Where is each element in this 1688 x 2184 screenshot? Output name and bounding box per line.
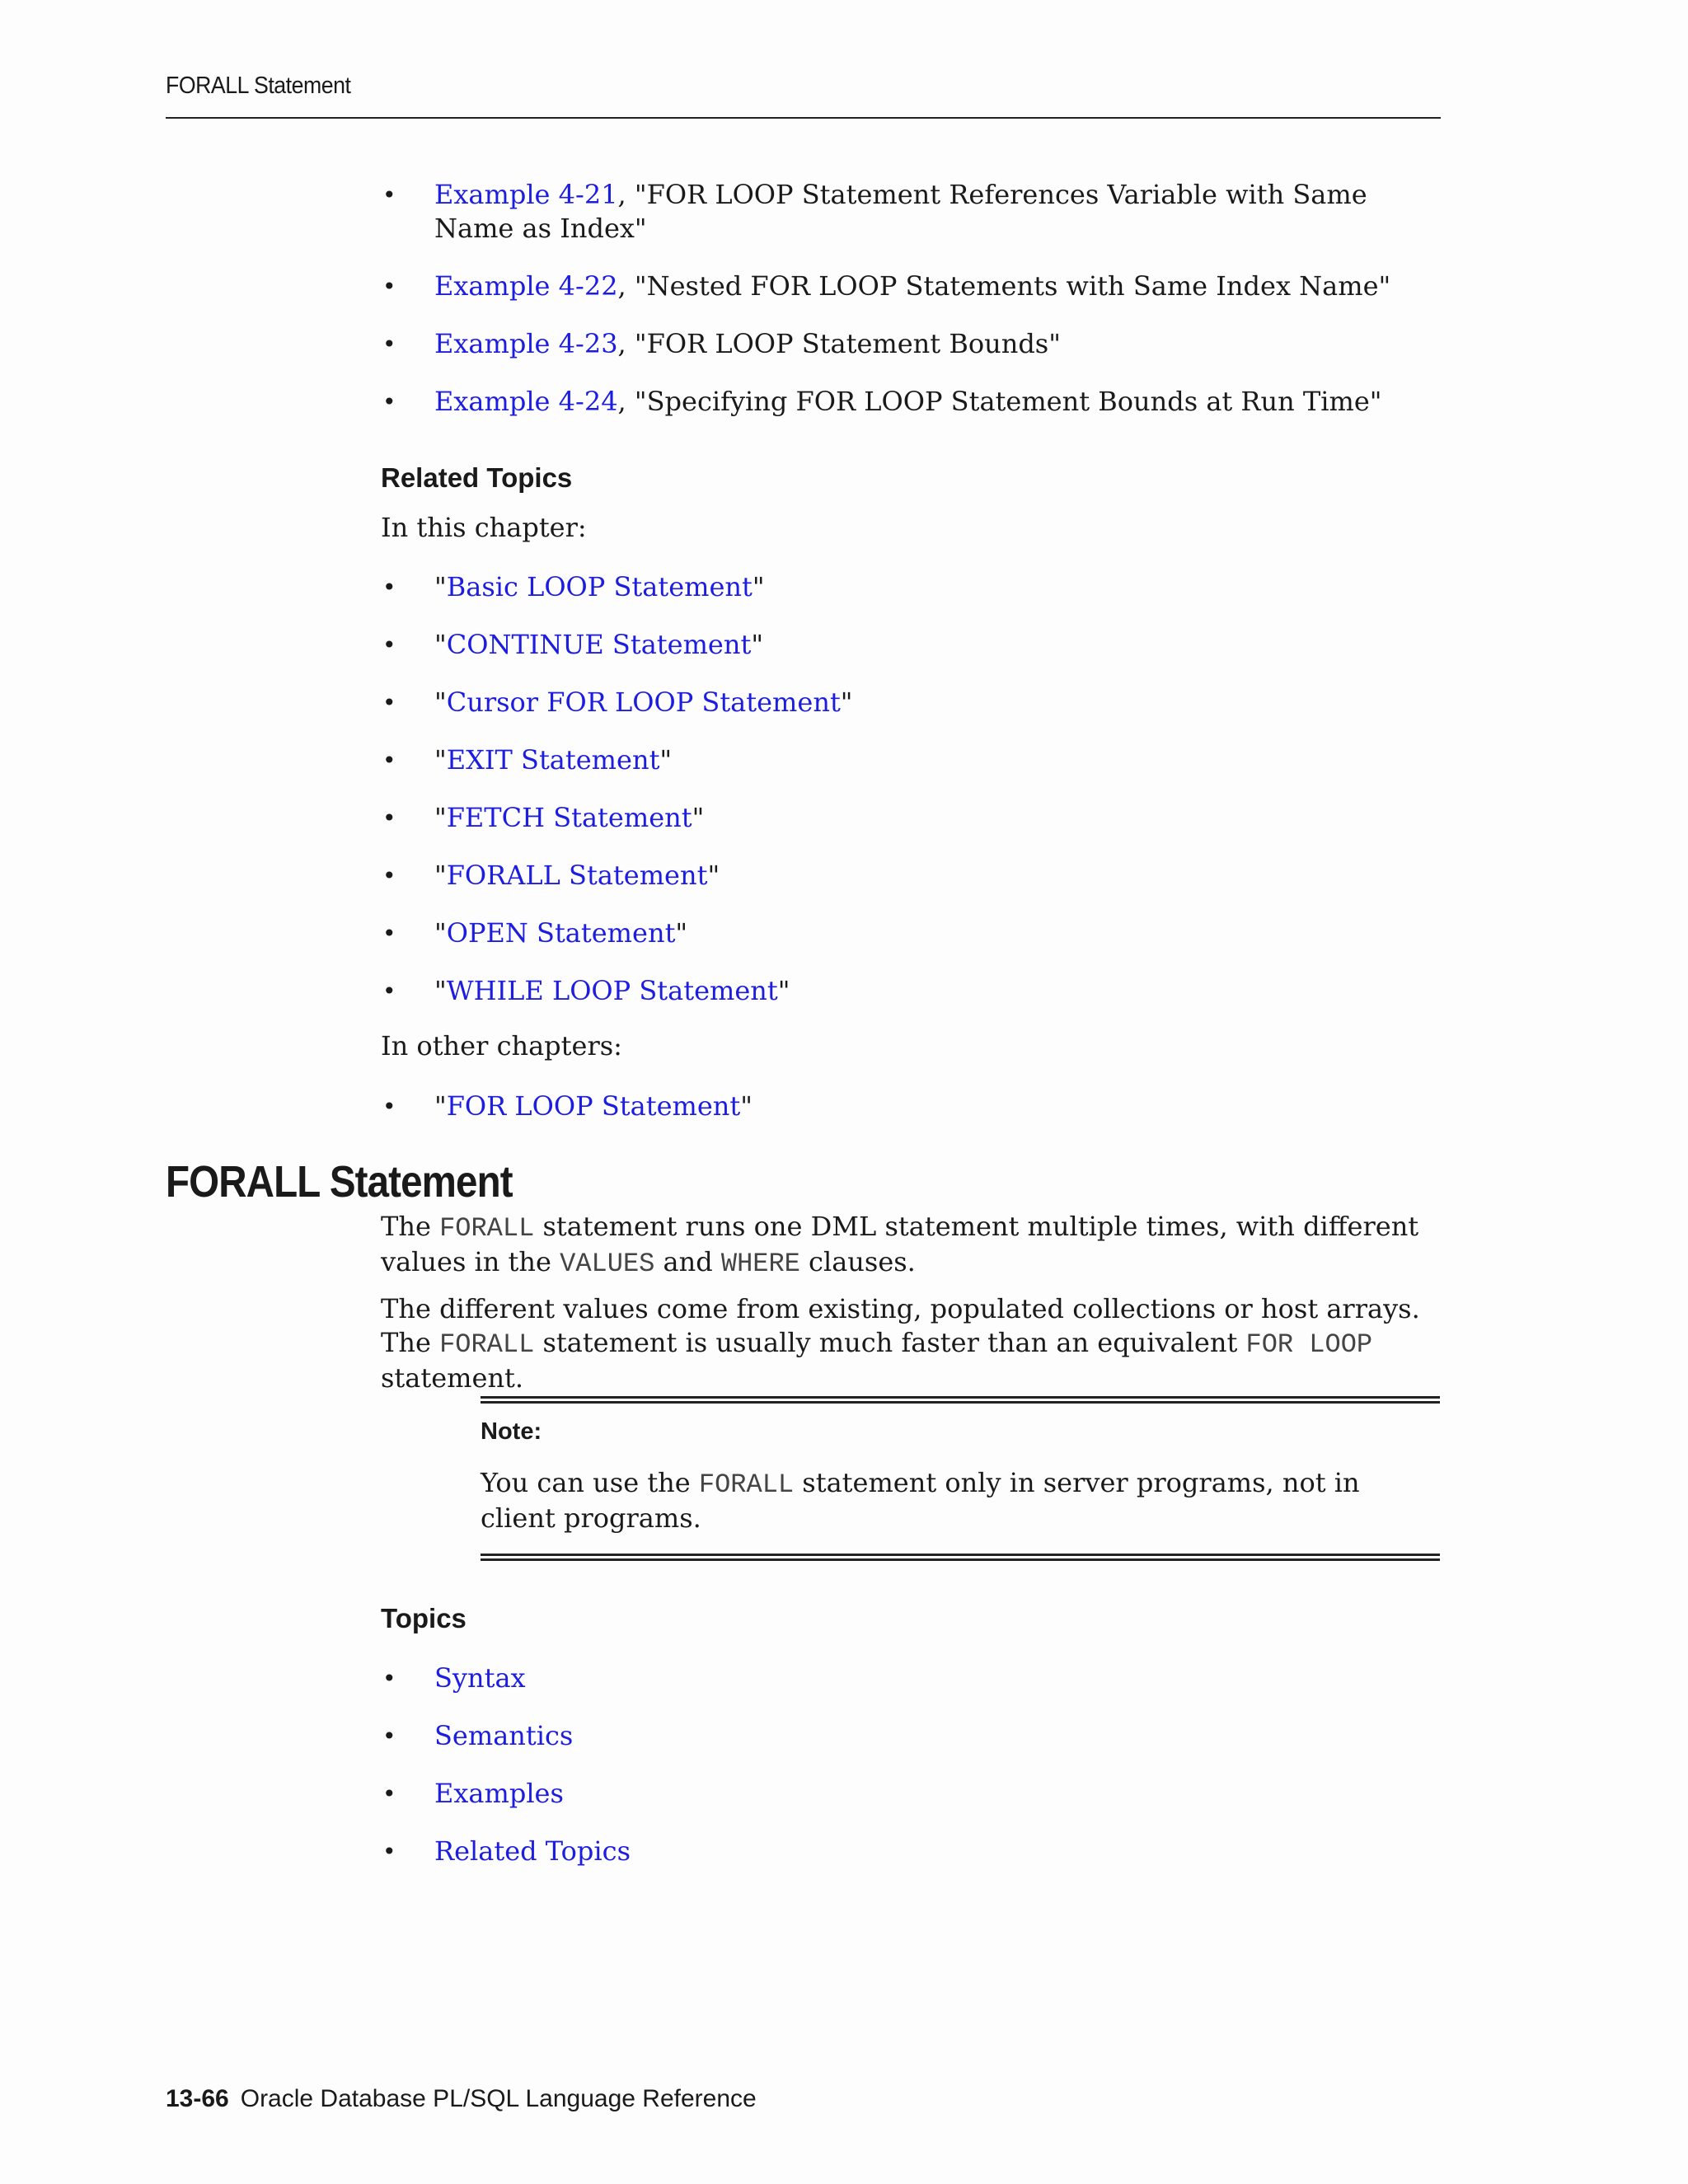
topic-link[interactable]: Syntax — [434, 1662, 526, 1694]
bullet-icon: • — [382, 388, 396, 415]
code-keyword: VALUES — [560, 1249, 655, 1279]
related-link[interactable]: Cursor FOR LOOP Statement — [446, 687, 841, 718]
topic-link[interactable]: Examples — [434, 1778, 564, 1809]
code-keyword: FORALL — [698, 1469, 795, 1500]
example-title: , "Specifying FOR LOOP Statement Bounds at Run Time" — [617, 386, 1382, 417]
related-link[interactable]: WHILE LOOP Statement — [446, 975, 778, 1006]
related-link[interactable]: FOR LOOP Statement — [446, 1090, 741, 1122]
this-chapter-list — [381, 570, 1444, 1008]
list-item — [381, 1835, 1444, 1868]
note-top-rule — [481, 1396, 1440, 1404]
topic-link[interactable]: Related Topics — [434, 1835, 631, 1867]
example-link[interactable]: Example 4-22 — [434, 270, 618, 302]
list-item: • "WHILE LOOP Statement" — [382, 975, 790, 1006]
list-item — [381, 1719, 1444, 1753]
example-link[interactable]: Example 4-21 — [434, 179, 618, 210]
code-keyword: FOR LOOP — [1245, 1329, 1373, 1360]
section-title: FORALL Statement — [166, 1157, 513, 1207]
bullet-icon: • — [382, 920, 396, 947]
text-run: The — [381, 1211, 440, 1242]
text-run: statement only in server programs, not in client programs. — [481, 1467, 1360, 1534]
code-keyword: FORALL — [439, 1213, 535, 1244]
text-run: statement runs one DML statement multiple times, with different values in the — [381, 1211, 1419, 1277]
example-link[interactable]: Example 4-24 — [434, 386, 618, 417]
in-this-chapter-label: In this chapter: — [381, 512, 587, 543]
text-run: The different values come from existing, populated collections or host arrays. The — [381, 1293, 1420, 1358]
examples-list — [381, 178, 1444, 419]
topic-link[interactable]: Semantics — [434, 1720, 574, 1751]
list-item: • "FETCH Statement" — [382, 802, 705, 833]
topics-heading: Topics — [381, 1603, 467, 1633]
related-link[interactable]: OPEN Statement — [446, 917, 676, 949]
other-chapters-list — [381, 1090, 1444, 1123]
bullet-icon: • — [382, 181, 396, 209]
page-footer — [166, 2085, 757, 2113]
bullet-icon: • — [382, 804, 396, 832]
related-link[interactable]: Basic LOOP Statement — [446, 571, 753, 602]
bullet-icon: • — [382, 747, 396, 774]
text-run: statement is usually much faster than an equivalent — [534, 1327, 1246, 1358]
note-label: Note: — [481, 1418, 542, 1445]
code-keyword: WHERE — [720, 1249, 800, 1279]
bullet-icon: • — [382, 574, 396, 601]
bullet-icon: • — [382, 273, 396, 300]
book-title: Oracle Database PL/SQL Language Reference — [240, 2085, 757, 2112]
bullet-icon: • — [382, 1722, 396, 1750]
list-item — [381, 178, 1444, 246]
text-run: You can use the — [481, 1467, 699, 1498]
list-item — [381, 385, 1444, 419]
related-link[interactable]: EXIT Statement — [446, 744, 660, 776]
bullet-icon: • — [382, 689, 396, 716]
note-text — [481, 1466, 1437, 1535]
list-item: • "Cursor FOR LOOP Statement" — [382, 687, 853, 718]
list-item: • "CONTINUE Statement" — [382, 629, 764, 660]
related-link[interactable]: FETCH Statement — [446, 802, 692, 833]
example-title: , "FOR LOOP Statement Bounds" — [617, 328, 1061, 359]
bullet-icon: • — [382, 1838, 396, 1865]
bullet-icon: • — [382, 1093, 396, 1120]
page-number: 13-66 — [166, 2085, 229, 2112]
list-item: • "EXIT Statement" — [382, 744, 673, 776]
list-item: • "FORALL Statement" — [382, 860, 720, 891]
bullet-icon: • — [382, 862, 396, 889]
header-divider — [166, 117, 1441, 119]
related-link[interactable]: CONTINUE Statement — [446, 629, 752, 660]
list-item — [381, 269, 1444, 303]
bullet-icon: • — [382, 1780, 396, 1807]
note-bottom-rule — [481, 1554, 1440, 1561]
text-run: and — [654, 1246, 721, 1277]
intro-paragraph — [381, 1210, 1444, 1281]
related-topics-heading: Related Topics — [381, 462, 573, 493]
list-item — [381, 1777, 1444, 1811]
topics-list — [381, 1661, 1444, 1868]
list-item: • "Basic LOOP Statement" — [382, 571, 765, 602]
bullet-icon: • — [382, 977, 396, 1005]
in-other-chapters-label: In other chapters: — [381, 1030, 622, 1062]
example-title: , "FOR LOOP Statement References Variable with Same Name as Index" — [434, 179, 1367, 244]
related-link[interactable]: FORALL Statement — [446, 860, 708, 891]
list-item — [381, 327, 1444, 361]
text-run: statement. — [381, 1362, 524, 1394]
bullet-icon: • — [382, 631, 396, 658]
running-header: FORALL Statement — [166, 73, 351, 99]
text-run: clauses. — [799, 1246, 916, 1277]
list-item: • "OPEN Statement" — [382, 917, 688, 949]
list-item — [381, 1661, 1444, 1695]
detail-paragraph — [381, 1292, 1444, 1395]
bullet-icon: • — [382, 1665, 396, 1692]
example-title: , "Nested FOR LOOP Statements with Same Index Name" — [617, 270, 1391, 302]
example-link[interactable]: Example 4-23 — [434, 328, 618, 359]
bullet-icon: • — [382, 330, 396, 358]
list-item: • "FOR LOOP Statement" — [382, 1090, 753, 1122]
code-keyword: FORALL — [439, 1329, 535, 1360]
